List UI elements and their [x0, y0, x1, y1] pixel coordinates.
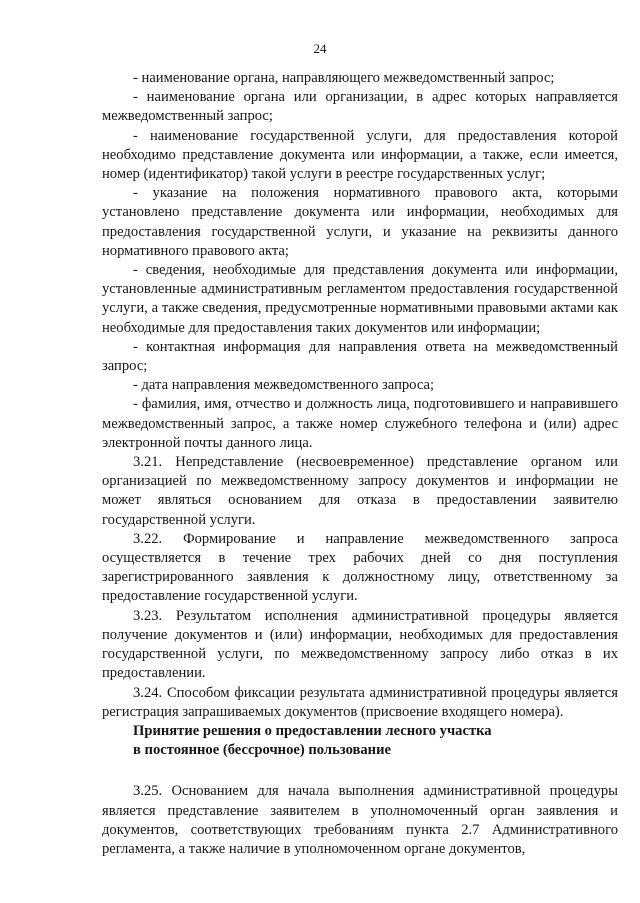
page-number: 24 — [313, 41, 327, 56]
list-item-request-date: - дата направления межведомственного запроса; — [133, 377, 435, 394]
section-heading — [102, 722, 618, 760]
clause-3-24: 3.24. Способом фиксации результата административной процедуры является регистрация запрашиваемых документов (присвоение входящего номера). — [102, 684, 618, 720]
list-item-addressee-organ: - наименование органа или организации, в адрес которых направляется межведомственный запрос; — [102, 89, 618, 125]
section-heading-line-1: Принятие решения о предоставлении лесного участка — [133, 722, 492, 739]
document-body — [102, 69, 618, 859]
list-item-contact-info: - контактная информация для направления ответа на межведомственный запрос; — [102, 338, 618, 375]
list-item-requesting-organ: - наименование органа, направляющего межведомственный запрос; — [133, 70, 555, 86]
clause-3-21: 3.21. Непредставление (несвоевременное) представление органом или организацией по межведомственному запросу документов и информации не может являться основанием для отказа в предоставлении заявителю государственной услуги. — [102, 454, 618, 528]
list-item-legal-act: - указание на положения нормативного правового акта, которыми установлено представление документа или информации, необходимых для предоставления государственной услуги, и указание на реквизиты данного нормативного правового акта; — [102, 185, 618, 259]
clause-3-25: 3.25. Основанием для начала выполнения административной процедуры является представление заявителем в уполномоченный орган заявления и документов, соответствующих требованиям пункта 2.7 Административного регламента, а также наличие в уполномоченном органе документов, — [102, 783, 618, 857]
section-heading-line-2: в постоянное (бессрочное) пользование — [133, 742, 391, 759]
list-item-official-details: - фамилия, имя, отчество и должность лица, подготовившего и направившего межведомственный запрос, а также номер служебного телефона и (или) адрес электронной почты данного лица. — [102, 396, 618, 451]
list-item-required-info: - сведения, необходимые для представления документа или информации, установленные административным регламентом предоставления государственной услуги, а также сведения, предусмотренные нормативными правовыми актами как необходимые для предоставления таких документов или информации; — [102, 262, 618, 336]
list-item-service-name: - наименование государственной услуги, для предоставления которой необходимо представление документа или информации, а также, если имеется, номер (идентификатор) такой услуги в реестре государственных услуг; — [102, 127, 618, 183]
clause-3-22: 3.22. Формирование и направление межведомственного запроса осуществляется в течение трех рабочих дней со дня поступления зарегистрированного заявления к должностному лицу, ответственному за предоставление государственной услуги. — [102, 530, 618, 605]
clause-3-23: 3.23. Результатом исполнения административной процедуры является получение документов и (или) информации, необходимых для предоставления государственной услуги, по межведомственному запросу либо отказ в их предоставлении. — [102, 607, 618, 682]
